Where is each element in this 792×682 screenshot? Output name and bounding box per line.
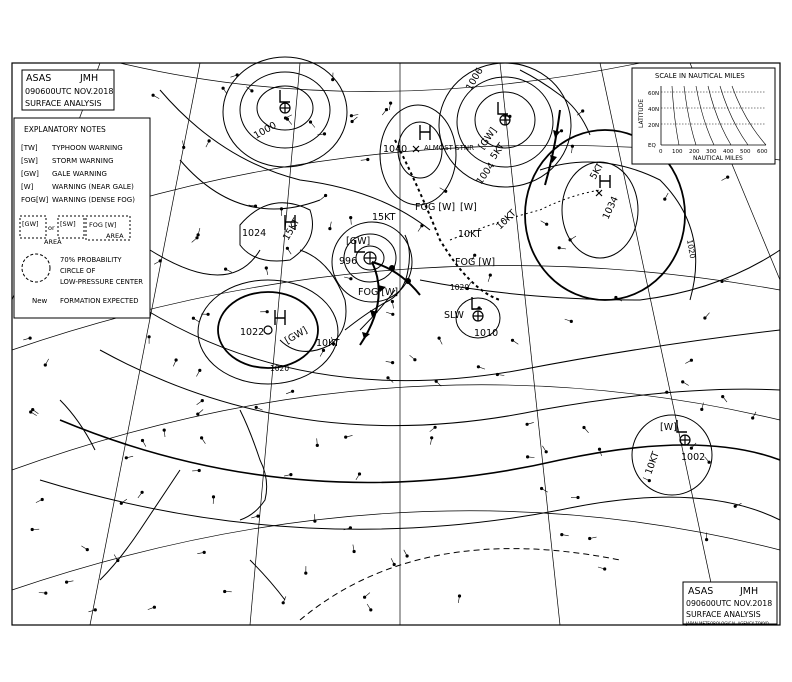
station-marker	[420, 224, 423, 227]
svg-text:FOG [W]: FOG [W]	[89, 221, 117, 229]
speed-label: 10KT	[494, 207, 519, 233]
svg-text:400: 400	[723, 149, 734, 155]
header-chart-type: SURFACE ANALYSIS	[25, 99, 102, 108]
station-marker	[41, 498, 44, 501]
station-marker	[545, 450, 548, 453]
footer-datetime: 090600UTC NOV.2018	[686, 599, 773, 608]
speed-label: 10KT	[458, 229, 482, 240]
svg-text:60N: 60N	[648, 91, 660, 97]
pressure-value: 1022	[240, 327, 265, 338]
header-agency-code: ASAS	[26, 73, 52, 84]
speed-label: ALMOST STNR	[424, 144, 475, 152]
svg-text:70% PROBABILITY: 70% PROBABILITY	[60, 256, 122, 264]
svg-text:LOW-PRESSURE CENTER: LOW-PRESSURE CENTER	[60, 278, 143, 286]
speed-label: 15KT	[281, 216, 303, 243]
scale-box	[632, 68, 775, 164]
warning-label: [W]	[660, 422, 677, 433]
pressure-value: 1006	[464, 66, 486, 93]
speed-label: 5KT	[588, 160, 607, 182]
speed-label: 5KT	[488, 141, 508, 162]
isobar-label: 1020	[270, 364, 290, 373]
svg-text:[GW]: [GW]	[22, 220, 39, 228]
station-marker	[648, 479, 651, 482]
scale-x-label: NAUTICAL MILES	[693, 155, 743, 162]
pressure-value: 1024	[242, 228, 267, 239]
svg-text:FORMATION EXPECTED: FORMATION EXPECTED	[60, 297, 139, 305]
speed-label: SLW	[444, 310, 464, 321]
svg-text:20N: 20N	[648, 123, 660, 129]
svg-text:AREA: AREA	[44, 238, 62, 246]
pressure-value: 996	[339, 256, 358, 267]
svg-text:New: New	[32, 297, 48, 305]
svg-text:100: 100	[672, 149, 683, 155]
station-marker	[570, 320, 573, 323]
warning-label: FOG [W]	[455, 257, 496, 268]
legend-code: [SW]	[21, 157, 38, 165]
warning-label: FOG [W]	[415, 202, 456, 213]
pressure-value: 1010	[474, 328, 499, 339]
pressure-value: 1000	[252, 119, 279, 142]
header-box	[22, 70, 114, 110]
legend-text: GALE WARNING	[52, 170, 107, 178]
legend-title: EXPLANATORY NOTES	[24, 125, 106, 134]
scale-y-label: LATITUDE	[638, 98, 645, 128]
svg-text:or: or	[48, 224, 55, 232]
svg-text:500: 500	[740, 149, 751, 155]
legend-code: [GW]	[21, 170, 39, 178]
station-marker	[282, 601, 285, 604]
station-marker	[545, 223, 548, 226]
svg-text:AREA: AREA	[106, 232, 124, 240]
svg-text:EQ: EQ	[648, 143, 656, 149]
legend-code: FOG[W]	[21, 196, 49, 204]
warning-label: [GW]	[283, 324, 310, 347]
svg-text:0: 0	[659, 149, 663, 155]
warning-label: [GW]	[346, 236, 371, 247]
header-datetime: 090600UTC NOV.2018	[25, 87, 114, 96]
scale-title: SCALE IN NAUTICAL MILES	[655, 72, 745, 80]
svg-text:40N: 40N	[648, 107, 660, 113]
svg-text:300: 300	[706, 149, 717, 155]
legend-text: WARNING (DENSE FOG)	[52, 196, 135, 204]
station-marker	[603, 567, 606, 570]
footer-station-code: JMH	[740, 586, 759, 597]
legend-text: STORM WARNING	[52, 157, 114, 165]
pressure-value: 1040	[383, 144, 408, 155]
legend-text: WARNING (NEAR GALE)	[52, 183, 134, 191]
svg-text:[SW]: [SW]	[60, 220, 76, 228]
speed-label: 10KT	[643, 450, 662, 477]
speed-label: 10KT	[316, 338, 340, 349]
pressure-value: 1004	[474, 160, 498, 187]
svg-text:CIRCLE OF: CIRCLE OF	[60, 267, 96, 275]
station-marker	[560, 129, 563, 132]
warning-label: [W]	[460, 202, 477, 213]
footer-agency-name: JAPAN METEOROLOGICAL AGENCY TOKYO	[686, 621, 769, 626]
legend-code: [W]	[21, 183, 34, 191]
svg-text:600: 600	[757, 149, 768, 155]
station-marker	[286, 247, 289, 250]
footer-agency-code: ASAS	[688, 586, 714, 597]
isobar-label: 1020	[685, 238, 698, 260]
legend-code: [TW]	[21, 144, 38, 152]
warning-label: [GW]	[476, 125, 500, 152]
svg-text:200: 200	[689, 149, 700, 155]
station-marker	[726, 176, 729, 179]
legend-box	[14, 118, 150, 318]
header-station-code: JMH	[80, 73, 99, 84]
pressure-value: 1034	[600, 194, 621, 222]
legend-text: TYPHOON WARNING	[52, 144, 123, 152]
isobar-label: 1020	[450, 283, 470, 292]
footer-box	[683, 582, 777, 626]
footer-chart-type: SURFACE ANALYSIS	[686, 610, 761, 619]
warning-label: FOG [W]	[358, 287, 399, 298]
speed-label: 15KT	[372, 212, 396, 223]
pressure-value: 1002	[681, 452, 706, 463]
